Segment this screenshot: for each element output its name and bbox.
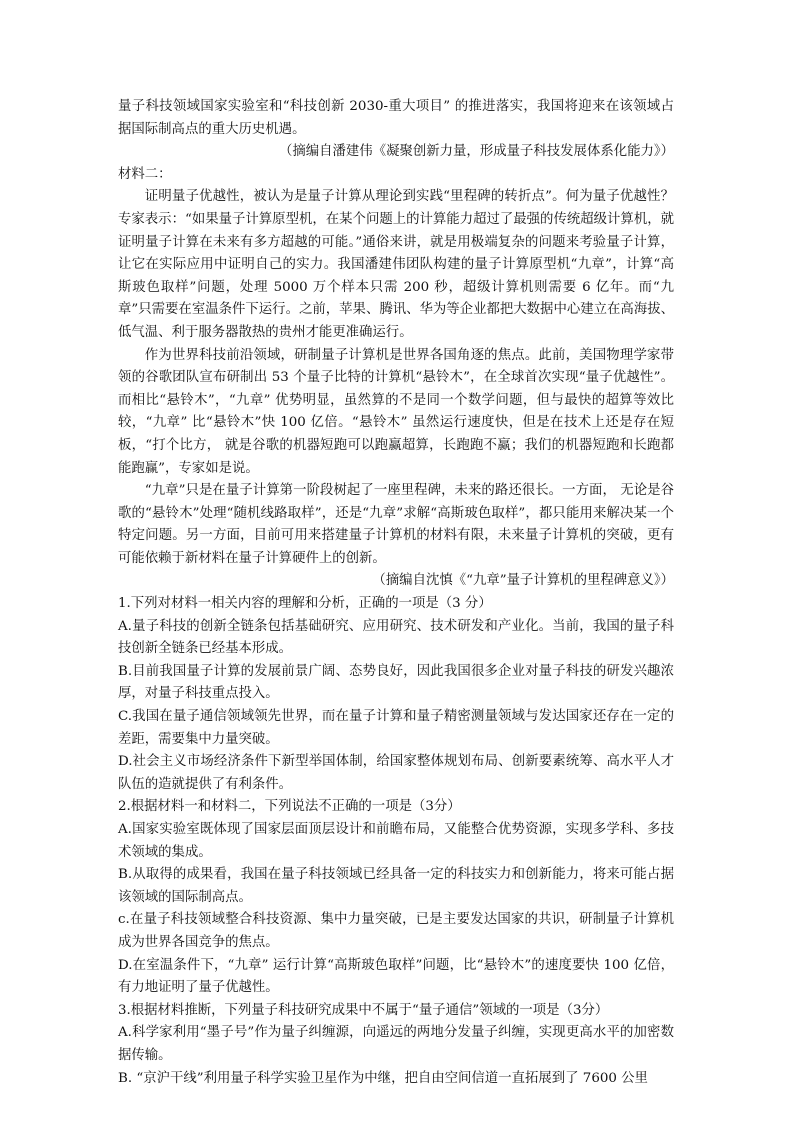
question-1-option-b: B.目前我国量子计算的发展前景广阔、态势良好，因此我国很多企业对量子科技的研发兴趣浓厚，对量子科技重点投入。 — [118, 663, 674, 702]
material2-paragraph-2: 作为世界科技前沿领域，研制量子计算机是世界各国角逐的焦点。此前，美国物理学家带领的谷歌团队宣布研制出 53 个量子比特的计算机“悬铃木”，在全球首次实现“量子优越性”。而相比“悬铃木”，“九章” 优势明显，虽然算的不是同一个数学问题，但与最快的超算等效比较，“九章” 比“悬铃木”快 100 亿倍。“悬铃木” 虽然运行速度快，但是在技术上还是存在短板，“打个比方， 就是谷歌的机器短跑可以跑赢超算，长跑跑不赢；我们的机器短跑和长跑都能跑赢”，专家如是说。 — [118, 347, 674, 476]
material1-source: （摘编自潘建伟《凝聚创新力量，形成量子科技发展体系化能力》） — [278, 144, 674, 160]
question-2-option-c: c.在量子科技领域整合科技资源、集中力量突破，已是主要发达国家的共识，研制量子计算机成为世界各国竞争的焦点。 — [118, 912, 674, 950]
material2-heading: 材料二： — [118, 166, 172, 182]
material2-paragraph-3: “九章”只是在量子计算第一阶段树起了一座里程碑，未来的路还很长。一方面， 无论是谷歌的“悬铃木”处理“随机线路取样”，还是“九章”求解“高斯玻色取样”，都只能用来解决某一个特定问题。另一方面，目前可用来搭建量子计算机的材料有限，未来量子计算机的突破，更有可能依赖于新材料在量子计算硬件上的创新。 — [118, 483, 674, 566]
question-3-stem: 3.根据材料推断，下列量子科技研究成果中不属于“量子通信”领域的一项是（3分） — [118, 1002, 609, 1018]
question-3-option-b: B. “京沪干线”利用量子科学实验卫星作为中继，把自由空间信道一直拓展到了 7600 公里 — [118, 1070, 648, 1086]
question-3-option-a: A.科学家利用“墨子号”作为量子纠缠源，向遥远的两地分发量子纠缠，实现更高水平的加密数据传输。 — [118, 1025, 674, 1063]
question-1-option-d: D.社会主义市场经济条件下新型举国体制，给国家整体规划布局、创新要素统筹、高水平人才队伍的造就提供了有利条件。 — [118, 754, 674, 792]
question-2-option-a: A.国家实验室既体现了国家层面顶层设计和前瞻布局，又能整合优势资源，实现多学科、多技术领域的集成。 — [118, 822, 674, 860]
question-1-stem: 1.下列对材料一相关内容的理解和分析，正确的一项是（3 分） — [118, 596, 492, 612]
question-2-option-d: D.在室温条件下，“九章” 运行计算“高斯玻色取样”问题，比“悬铃木”的速度要快 100 亿倍，有力地证明了量子优越性。 — [118, 957, 674, 996]
question-2-option-b: B.从取得的成果看，我国在量子科技领域已经具备一定的科技实力和创新能力，将来可能占据该领域的国际制高点。 — [118, 867, 674, 905]
question-1-option-c: C.我国在量子通信领域领先世界，而在量子计算和量子精密测量领域与发达国家还存在一定的差距，需要集中力量突破。 — [118, 709, 674, 747]
material2-paragraph-1: 证明量子优越性，被认为是量子计算从理论到实践“里程碑的转折点”。何为量子优越性？专家表示：“如果量子计算原型机，在某个问题上的计算能力超过了最强的传统超级计算机，就证明量子计算在未来有多方超越的可能。”通俗来讲，就是用极端复杂的问题来考验量子计算，让它在实际应用中证明自己的实力。我国潘建伟团队构建的量子计算原型机“九章”，计算“高斯玻色取样”问题，处理 5000 万个样本只需 200 秒，超级计算机则需要 6 亿年。而“九章”只需要在室温条件下运行。之前，苹果、腾讯、华为等企业都把大数据中心建立在高海拔、低气温、利于服务器散热的贵州才能更准确运行。 — [118, 189, 674, 340]
material1-tail-paragraph: 量子科技领域国家实验室和“科技创新 2030-重大项目” 的推进落实，我国将迎来在该领域占据国际制高点的重大历史机遇。 — [118, 99, 674, 137]
question-2-stem: 2.根据材料一和材料二，下列说法不正确的一项是（3分） — [118, 799, 461, 815]
document-body — [118, 96, 674, 1090]
question-1-option-a: A.量子科技的创新全链条包括基础研究、应用研究、技术研发和产业化。当前，我国的量子科技创新全链条已经基本形成。 — [118, 618, 674, 657]
material2-source: （摘编自沈慎《“九章”量子计算机的里程碑意义》） — [372, 573, 674, 589]
